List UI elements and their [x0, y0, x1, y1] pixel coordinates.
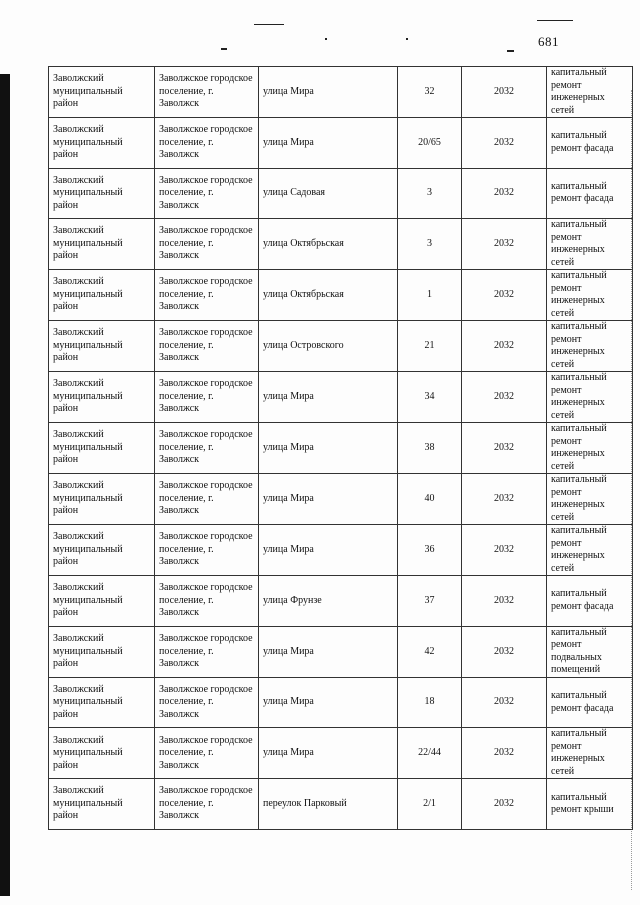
scan-mark: [507, 50, 514, 52]
house-cell: 42: [398, 626, 462, 677]
settlement-cell: Заволжское городское поселение, г. Заволжск: [155, 576, 259, 627]
scan-mark: [254, 24, 284, 25]
district-cell: Заволжский муниципальный район: [49, 626, 155, 677]
work-type-cell: капитальный ремонт инженерных сетей: [547, 67, 633, 118]
table-row: [49, 474, 633, 525]
street-cell: улица Октябрьская: [259, 219, 398, 270]
street-cell: улица Мира: [259, 525, 398, 576]
year-cell: 2032: [462, 677, 547, 728]
street-cell: улица Мира: [259, 626, 398, 677]
table-row: [49, 626, 633, 677]
work-type-cell: капитальный ремонт фасада: [547, 576, 633, 627]
settlement-cell: Заволжское городское поселение, г. Заволжск: [155, 525, 259, 576]
work-type-cell: капитальный ремонт фасада: [547, 118, 633, 169]
district-cell: Заволжский муниципальный район: [49, 728, 155, 779]
work-type-cell: капитальный ремонт инженерных сетей: [547, 270, 633, 321]
district-cell: Заволжский муниципальный район: [49, 677, 155, 728]
table-row: [49, 728, 633, 779]
work-type-cell: капитальный ремонт инженерных сетей: [547, 728, 633, 779]
street-cell: улица Октябрьская: [259, 270, 398, 321]
scan-mark: [406, 38, 408, 40]
table-row: [49, 576, 633, 627]
street-cell: улица Мира: [259, 677, 398, 728]
street-cell: улица Мира: [259, 67, 398, 118]
work-type-cell: капитальный ремонт фасада: [547, 677, 633, 728]
settlement-cell: Заволжское городское поселение, г. Заволжск: [155, 677, 259, 728]
district-cell: Заволжский муниципальный район: [49, 219, 155, 270]
year-cell: 2032: [462, 372, 547, 423]
district-cell: Заволжский муниципальный район: [49, 372, 155, 423]
page-number: 681: [538, 34, 559, 49]
settlement-cell: Заволжское городское поселение, г. Заволжск: [155, 270, 259, 321]
house-cell: 36: [398, 525, 462, 576]
table-row: [49, 372, 633, 423]
table-row: [49, 525, 633, 576]
table-row: [49, 67, 633, 118]
year-cell: 2032: [462, 779, 547, 830]
district-cell: Заволжский муниципальный район: [49, 576, 155, 627]
settlement-cell: Заволжское городское поселение, г. Заволжск: [155, 67, 259, 118]
work-type-cell: капитальный ремонт инженерных сетей: [547, 372, 633, 423]
year-cell: 2032: [462, 67, 547, 118]
street-cell: улица Островского: [259, 321, 398, 372]
year-cell: 2032: [462, 321, 547, 372]
street-cell: улица Мира: [259, 118, 398, 169]
district-cell: Заволжский муниципальный район: [49, 423, 155, 474]
table-row: [49, 677, 633, 728]
work-type-cell: капитальный ремонт инженерных сетей: [547, 474, 633, 525]
settlement-cell: Заволжское городское поселение, г. Заволжск: [155, 474, 259, 525]
district-cell: Заволжский муниципальный район: [49, 321, 155, 372]
house-cell: 3: [398, 219, 462, 270]
house-cell: 2/1: [398, 779, 462, 830]
settlement-cell: Заволжское городское поселение, г. Заволжск: [155, 118, 259, 169]
district-cell: Заволжский муниципальный район: [49, 118, 155, 169]
settlement-cell: Заволжское городское поселение, г. Заволжск: [155, 728, 259, 779]
district-cell: Заволжский муниципальный район: [49, 525, 155, 576]
house-cell: 34: [398, 372, 462, 423]
settlement-cell: Заволжское городское поселение, г. Заволжск: [155, 779, 259, 830]
district-cell: Заволжский муниципальный район: [49, 67, 155, 118]
year-cell: 2032: [462, 474, 547, 525]
table-body: [49, 67, 633, 830]
house-cell: 3: [398, 168, 462, 219]
house-cell: 18: [398, 677, 462, 728]
object-table: [48, 66, 633, 830]
street-cell: улица Мира: [259, 372, 398, 423]
district-cell: Заволжский муниципальный район: [49, 779, 155, 830]
house-cell: 40: [398, 474, 462, 525]
year-cell: 2032: [462, 626, 547, 677]
table-row: [49, 779, 633, 830]
year-cell: 2032: [462, 270, 547, 321]
work-type-cell: капитальный ремонт фасада: [547, 168, 633, 219]
work-type-cell: капитальный ремонт инженерных сетей: [547, 321, 633, 372]
work-type-cell: капитальный ремонт инженерных сетей: [547, 525, 633, 576]
street-cell: улица Мира: [259, 728, 398, 779]
settlement-cell: Заволжское городское поселение, г. Заволжск: [155, 219, 259, 270]
work-type-cell: капитальный ремонт инженерных сетей: [547, 219, 633, 270]
street-cell: переулок Парковый: [259, 779, 398, 830]
street-cell: улица Садовая: [259, 168, 398, 219]
scan-mark: [537, 20, 573, 21]
table-row: [49, 219, 633, 270]
district-cell: Заволжский муниципальный район: [49, 270, 155, 321]
year-cell: 2032: [462, 219, 547, 270]
work-type-cell: капитальный ремонт крыши: [547, 779, 633, 830]
work-type-cell: капитальный ремонт подвальных помещений: [547, 626, 633, 677]
district-cell: Заволжский муниципальный район: [49, 474, 155, 525]
house-cell: 1: [398, 270, 462, 321]
scan-mark: [325, 38, 327, 40]
house-cell: 22/44: [398, 728, 462, 779]
year-cell: 2032: [462, 576, 547, 627]
year-cell: 2032: [462, 118, 547, 169]
year-cell: 2032: [462, 423, 547, 474]
house-cell: 32: [398, 67, 462, 118]
scan-edge-bar: [0, 74, 10, 896]
district-cell: Заволжский муниципальный район: [49, 168, 155, 219]
street-cell: улица Мира: [259, 474, 398, 525]
table-row: [49, 321, 633, 372]
year-cell: 2032: [462, 728, 547, 779]
table-row: [49, 423, 633, 474]
settlement-cell: Заволжское городское поселение, г. Заволжск: [155, 372, 259, 423]
year-cell: 2032: [462, 525, 547, 576]
work-type-cell: капитальный ремонт инженерных сетей: [547, 423, 633, 474]
table-row: [49, 168, 633, 219]
table-row: [49, 270, 633, 321]
house-cell: 38: [398, 423, 462, 474]
scan-mark: [221, 48, 227, 50]
house-cell: 37: [398, 576, 462, 627]
settlement-cell: Заволжское городское поселение, г. Заволжск: [155, 168, 259, 219]
settlement-cell: Заволжское городское поселение, г. Заволжск: [155, 626, 259, 677]
settlement-cell: Заволжское городское поселение, г. Заволжск: [155, 321, 259, 372]
street-cell: улица Мира: [259, 423, 398, 474]
house-cell: 20/65: [398, 118, 462, 169]
settlement-cell: Заволжское городское поселение, г. Заволжск: [155, 423, 259, 474]
year-cell: 2032: [462, 168, 547, 219]
table-row: [49, 118, 633, 169]
house-cell: 21: [398, 321, 462, 372]
street-cell: улица Фрунзе: [259, 576, 398, 627]
